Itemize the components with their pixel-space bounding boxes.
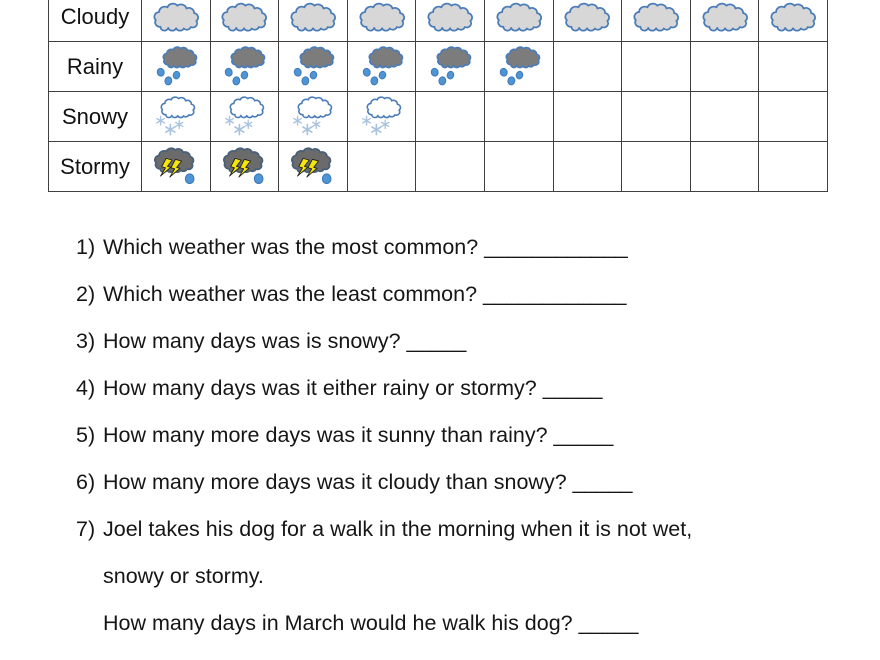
cloudy-icon [152, 1, 200, 33]
pictograph-cell [142, 142, 211, 192]
question-line [76, 459, 856, 506]
pictograph-cell [622, 92, 691, 142]
pictograph-cell [211, 92, 280, 142]
pictograph-cell [485, 142, 554, 192]
pictograph-cell [279, 42, 348, 92]
pictograph-cell [554, 0, 623, 42]
question-number: 4) [76, 376, 96, 400]
question-number: 1) [76, 235, 96, 259]
pictograph-cell [554, 92, 623, 142]
pictograph-cell [416, 92, 485, 142]
rainy-icon [290, 46, 336, 88]
pictograph-table [48, 0, 828, 192]
pictograph-cell [416, 42, 485, 92]
pictograph-cell [691, 0, 760, 42]
pictograph-cell [622, 142, 691, 192]
pictograph-cell [485, 0, 554, 42]
pictograph-cell [416, 142, 485, 192]
question-text: How many more days was it cloudy than snowy? _____ [103, 470, 633, 494]
question-line [76, 553, 856, 600]
pictograph-cell [759, 92, 828, 142]
question-number: 3) [76, 329, 96, 353]
question-line [76, 600, 856, 647]
pictograph-cell [348, 0, 417, 42]
pictograph-cell [142, 92, 211, 142]
pictograph-cell [485, 42, 554, 92]
rainy-icon [153, 46, 199, 88]
cloudy-icon [358, 1, 406, 33]
pictograph-cell [691, 142, 760, 192]
cloudy-icon [220, 1, 268, 33]
question-line [76, 506, 856, 553]
pictograph-cell [622, 42, 691, 92]
question-line [76, 224, 856, 271]
rainy-icon [496, 46, 542, 88]
question-number: 7) [76, 517, 96, 541]
pictograph-cell [691, 92, 760, 142]
snowy-icon [359, 96, 404, 137]
question-line [76, 365, 856, 412]
cloudy-icon [289, 1, 337, 33]
question-number: 5) [76, 423, 96, 447]
questions-section [76, 224, 856, 647]
question-number: 2) [76, 282, 96, 306]
pictograph-cell [142, 0, 211, 42]
row-label-stormy: Stormy [49, 142, 142, 192]
stormy-icon [289, 145, 336, 188]
pictograph-cell [485, 92, 554, 142]
question-line [76, 412, 856, 459]
pictograph-cell [554, 42, 623, 92]
question-text: Which weather was the least common? ____________ [103, 282, 627, 306]
cloudy-icon [495, 1, 543, 33]
pictograph-cell [279, 92, 348, 142]
row-label-snowy: Snowy [49, 92, 142, 142]
pictograph-cell [759, 0, 828, 42]
rainy-icon [427, 46, 473, 88]
pictograph-cell [554, 142, 623, 192]
pictograph-cell [348, 142, 417, 192]
question-line [76, 318, 856, 365]
cloudy-icon [701, 1, 749, 33]
pictograph-cell [416, 0, 485, 42]
question-text: Joel takes his dog for a walk in the morning when it is not wet, [103, 517, 693, 541]
row-label-cloudy: Cloudy [49, 0, 142, 42]
snowy-icon [153, 96, 198, 137]
pictograph-cell [622, 0, 691, 42]
question-text: How many days in March would he walk his dog? _____ [103, 611, 639, 635]
snowy-icon [222, 96, 267, 137]
pictograph-cell [348, 92, 417, 142]
pictograph-cell [279, 142, 348, 192]
question-text: How many days was is snowy? _____ [103, 329, 467, 353]
pictograph-cell [279, 0, 348, 42]
pictograph-cell [759, 142, 828, 192]
question-text: Which weather was the most common? ____________ [103, 235, 628, 259]
question-text: How many days was it either rainy or stormy? _____ [103, 376, 603, 400]
stormy-icon [221, 145, 268, 188]
question-number: 6) [76, 470, 96, 494]
pictograph-cell [142, 42, 211, 92]
rainy-icon [221, 46, 267, 88]
row-label-rainy: Rainy [49, 42, 142, 92]
question-text: snowy or stormy. [103, 564, 264, 588]
question-text: How many more days was it sunny than rainy? _____ [103, 423, 614, 447]
snowy-icon [290, 96, 335, 137]
cloudy-icon [563, 1, 611, 33]
pictograph-cell [348, 42, 417, 92]
question-line [76, 271, 856, 318]
pictograph-cell [211, 142, 280, 192]
pictograph-cell [211, 42, 280, 92]
rainy-icon [359, 46, 405, 88]
cloudy-icon [426, 1, 474, 33]
pictograph-cell [211, 0, 280, 42]
pictograph-cell [691, 42, 760, 92]
pictograph-cell [759, 42, 828, 92]
cloudy-icon [769, 1, 817, 33]
cloudy-icon [632, 1, 680, 33]
stormy-icon [152, 145, 199, 188]
